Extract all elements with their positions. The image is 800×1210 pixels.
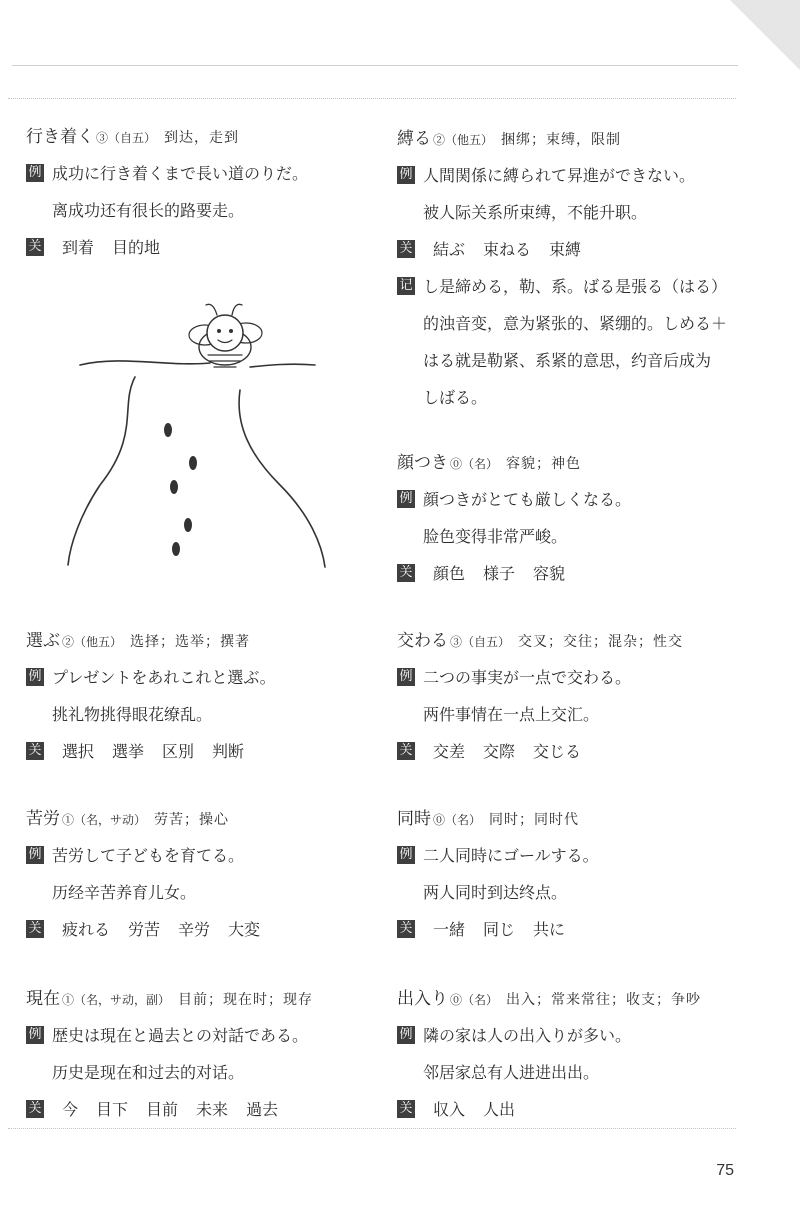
- related-line: [26, 235, 381, 258]
- bee-eye-left: [217, 329, 221, 333]
- translation: 两人同时到达终点。: [423, 883, 568, 902]
- bee-head: [207, 315, 243, 351]
- related-line: [26, 739, 381, 762]
- headword: 現在: [26, 989, 60, 1009]
- example-line: [397, 665, 777, 688]
- example-tag: 例: [397, 1026, 415, 1044]
- entry-douji: [397, 804, 777, 940]
- related-word: 収入: [433, 1100, 466, 1119]
- related-tag: 关: [26, 742, 44, 760]
- related-line: [397, 739, 777, 762]
- top-rule: [12, 65, 738, 66]
- example-tag: 例: [397, 166, 415, 184]
- example-tag: 例: [397, 846, 415, 864]
- headword: 顔つき: [397, 453, 448, 473]
- related-tag: 关: [397, 564, 415, 582]
- note-text: はる就是勒紧、系紧的意思，约音后成为: [423, 351, 712, 370]
- headword: 出入り: [397, 989, 448, 1009]
- related-word: 束ねる: [483, 240, 532, 259]
- road-left-edge: [68, 377, 135, 565]
- translation: 离成功还有很长的路要走。: [52, 201, 245, 220]
- translation: 两件事情在一点上交汇。: [423, 705, 600, 724]
- part-of-speech: ⓪（名）: [450, 457, 499, 471]
- meaning: 容貌；神色: [506, 456, 582, 472]
- related-word: 同じ: [483, 920, 516, 939]
- example-line: [397, 487, 777, 510]
- translation: 脸色变得非常严峻。: [423, 527, 568, 546]
- meaning: 交叉；交往；混杂；性交: [518, 634, 684, 650]
- entry-kurou: [26, 804, 381, 940]
- related-tag: 关: [26, 1100, 44, 1118]
- part-of-speech: ⓪（名）: [433, 813, 482, 827]
- example-sentence: プレゼントをあれこれと選ぶ。: [52, 668, 276, 687]
- example-tag: 例: [397, 668, 415, 686]
- meaning: 捆绑；束缚，限制: [501, 132, 622, 148]
- example-line: [26, 161, 381, 184]
- related-word: 大変: [228, 920, 261, 939]
- translation: 邻居家总有人进进出出。: [423, 1063, 600, 1082]
- related-word: 交差: [433, 742, 466, 761]
- example-line: [26, 665, 381, 688]
- related-word: 疲れる: [62, 920, 111, 939]
- example-sentence: 苦労して子どもを育てる。: [52, 846, 245, 865]
- bee-antenna-right: [232, 304, 242, 315]
- related-word: 目前: [146, 1100, 179, 1119]
- related-word: 交じる: [533, 742, 582, 761]
- related-word: 人出: [483, 1100, 516, 1119]
- bee-antenna-left: [206, 304, 217, 315]
- page-corner-fold: [730, 0, 800, 70]
- related-tag: 关: [26, 920, 44, 938]
- related-word: 到着: [62, 238, 95, 257]
- related-word: 辛労: [178, 920, 211, 939]
- note-text: し是締める，勒、系。ばる是張る（はる）: [423, 277, 728, 296]
- entry-deiri: [397, 984, 777, 1120]
- headword-line: [397, 448, 777, 473]
- related-word: 結ぶ: [433, 240, 466, 259]
- footprint: [189, 456, 197, 470]
- example-tag: 例: [397, 490, 415, 508]
- translation: 挑礼物挑得眼花缭乱。: [52, 705, 213, 724]
- meaning: 劳苦；操心: [154, 812, 230, 828]
- headword: 交わる: [397, 631, 448, 651]
- headword-line: [26, 122, 381, 147]
- related-tag: 关: [397, 920, 415, 938]
- example-sentence: 二つの事実が一点で交わる。: [423, 668, 632, 687]
- example-tag: 例: [26, 846, 44, 864]
- headword: 選ぶ: [26, 631, 60, 651]
- meaning: 选择；选举；撰著: [130, 634, 251, 650]
- example-line: [26, 843, 381, 866]
- related-line: [397, 917, 777, 940]
- example-tag: 例: [26, 668, 44, 686]
- headword-line: [397, 626, 777, 651]
- headword: 行き着く: [26, 127, 94, 147]
- meaning: 出入；常来常往；收支；争吵: [506, 992, 702, 1008]
- example-line: [26, 1023, 381, 1046]
- part-of-speech: ②（他五）: [433, 133, 494, 147]
- translation: 历史是现在和过去的对话。: [52, 1063, 245, 1082]
- example-line: [397, 163, 777, 186]
- related-line: [397, 561, 777, 584]
- footprint: [172, 542, 180, 556]
- example-sentence: 二人同時にゴールする。: [423, 846, 599, 865]
- related-line: [26, 917, 381, 940]
- entry-erabu: [26, 626, 381, 762]
- example-line: [397, 843, 777, 866]
- note-text: しばる。: [423, 388, 488, 407]
- example-sentence: 成功に行き着くまで長い道のりだ。: [52, 164, 309, 183]
- related-word: 未来: [196, 1100, 229, 1119]
- headword-line: [26, 804, 381, 829]
- related-word: 顔色: [433, 564, 466, 583]
- bee-eye-right: [229, 329, 233, 333]
- note-text: 的浊音变，意为紧张的、紧绷的。しめる＋: [423, 314, 728, 333]
- headword-line: [397, 804, 777, 829]
- related-word: 今: [62, 1100, 79, 1119]
- bee-road-illustration: [60, 295, 360, 575]
- translation: 被人际关系所束缚，不能升职。: [423, 203, 648, 222]
- example-sentence: 隣の家は人の出入りが多い。: [423, 1026, 632, 1045]
- related-tag: 关: [26, 238, 44, 256]
- related-word: 交際: [483, 742, 516, 761]
- related-tag: 关: [397, 1100, 415, 1118]
- example-tag: 例: [26, 164, 44, 182]
- related-word: 区別: [162, 742, 195, 761]
- part-of-speech: ②（他五）: [62, 635, 123, 649]
- meaning: 到达，走到: [164, 130, 240, 146]
- entry-shibaru: [397, 124, 777, 408]
- headword-line: [397, 984, 777, 1009]
- headword-line: [26, 626, 381, 651]
- headword: 同時: [397, 809, 431, 829]
- part-of-speech: ③（自五）: [96, 131, 157, 145]
- related-line: [397, 237, 777, 260]
- translation: 历经辛苦养育儿女。: [52, 883, 197, 902]
- horizon-line-right: [250, 364, 315, 367]
- related-tag: 关: [397, 742, 415, 760]
- related-word: 様子: [483, 564, 516, 583]
- related-word: 労苦: [128, 920, 161, 939]
- meaning: 同时；同时代: [489, 812, 580, 828]
- part-of-speech: ⓪（名）: [450, 993, 499, 1007]
- related-word: 容貌: [533, 564, 566, 583]
- example-tag: 例: [26, 1026, 44, 1044]
- part-of-speech: ③（自五）: [450, 635, 511, 649]
- related-word: 目下: [96, 1100, 129, 1119]
- entry-ikitsuku: [26, 122, 381, 258]
- part-of-speech: ①（名，サ动，副）: [62, 993, 171, 1007]
- related-line: [26, 1097, 381, 1120]
- meaning: 目前；现在时；现存: [178, 992, 314, 1008]
- note-tag: 记: [397, 277, 415, 295]
- headword: 縛る: [397, 129, 431, 149]
- entry-kaotsuki: [397, 448, 777, 584]
- footprint: [164, 423, 172, 437]
- related-word: 一緒: [433, 920, 466, 939]
- road-right-edge: [239, 390, 325, 567]
- related-word: 束縛: [549, 240, 582, 259]
- footprint: [170, 480, 178, 494]
- related-word: 選挙: [112, 742, 145, 761]
- related-word: 過去: [246, 1100, 279, 1119]
- headword-line: [26, 984, 381, 1009]
- example-sentence: 顔つきがとても厳しくなる。: [423, 490, 632, 509]
- headword: 苦労: [26, 809, 60, 829]
- note-line: [397, 274, 777, 297]
- entry-genzai: [26, 984, 381, 1120]
- horizon-line-left: [80, 361, 210, 365]
- related-line: [397, 1097, 777, 1120]
- page-number: 75: [716, 1162, 734, 1179]
- footprint: [184, 518, 192, 532]
- example-line: [397, 1023, 777, 1046]
- related-word: 共に: [533, 920, 566, 939]
- part-of-speech: ①（名，サ动）: [62, 813, 147, 827]
- dotted-divider-top: [8, 98, 736, 99]
- dotted-divider-bottom: [8, 1128, 736, 1129]
- related-word: 選択: [62, 742, 95, 761]
- headword-line: [397, 124, 777, 149]
- entry-majiwaru: [397, 626, 777, 762]
- related-word: 判断: [212, 742, 245, 761]
- related-tag: 关: [397, 240, 415, 258]
- example-sentence: 人間関係に縛られて昇進ができない。: [423, 166, 696, 185]
- example-sentence: 歴史は現在と過去との対話である。: [52, 1026, 309, 1045]
- related-word: 目的地: [112, 238, 161, 257]
